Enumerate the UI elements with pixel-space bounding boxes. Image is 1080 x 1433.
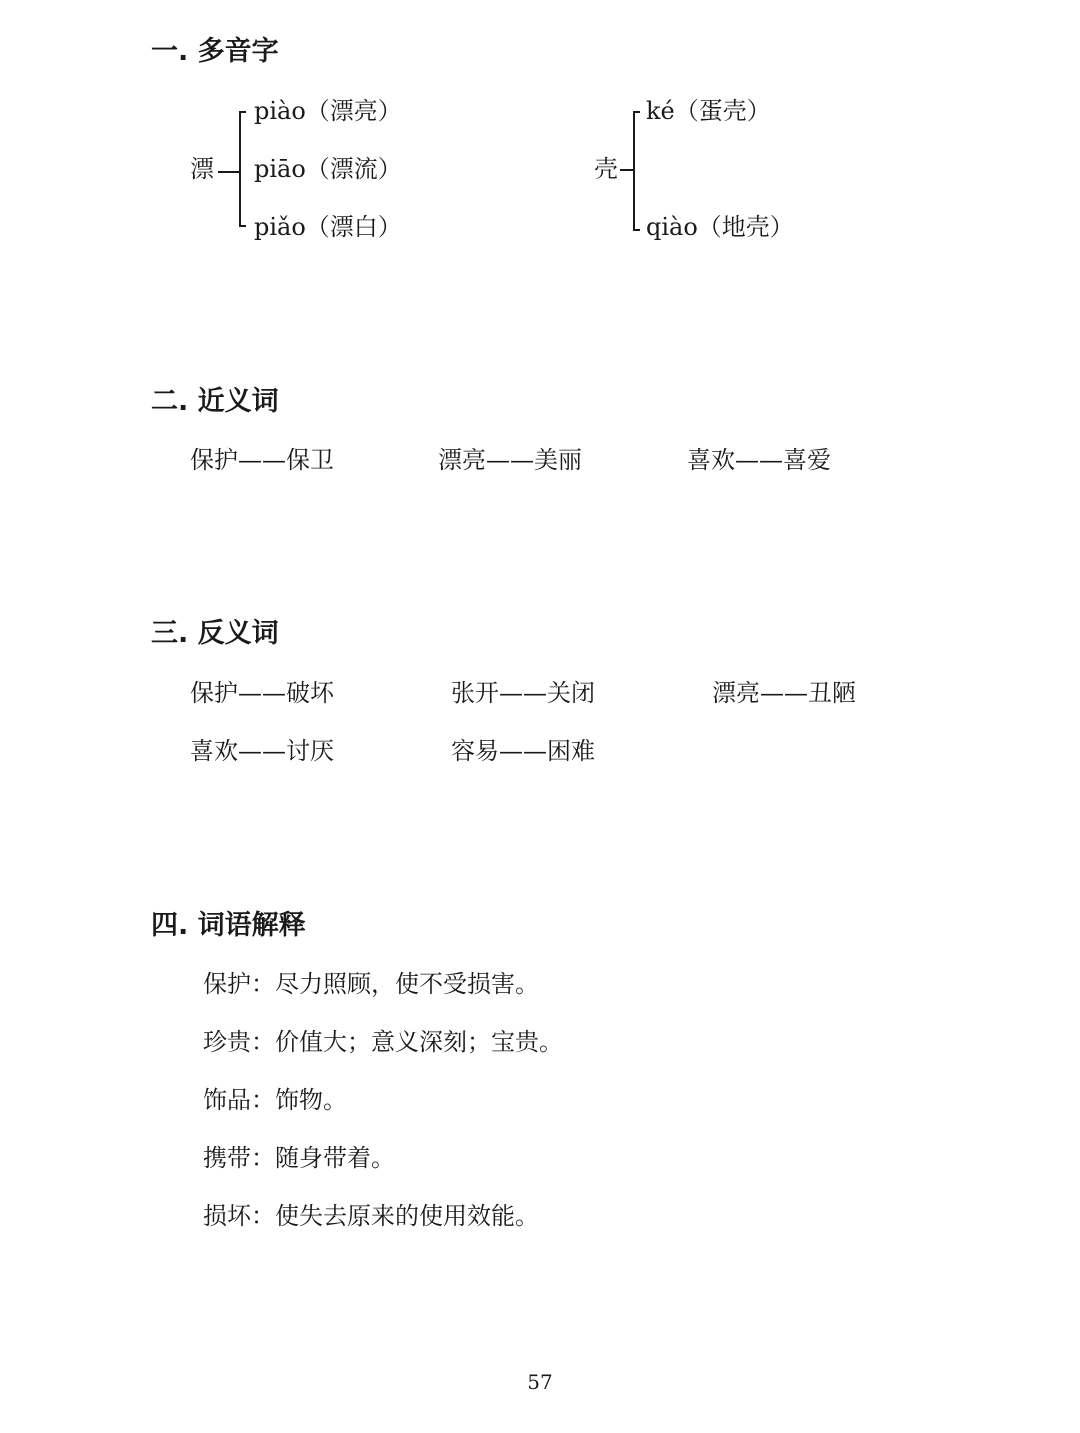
definition-item: 携带：随身带着。: [203, 1144, 395, 1172]
page-number: 57: [527, 1370, 553, 1394]
section-heading-definitions: 四. 词语解释: [151, 910, 306, 941]
antonym-pair: 保护——破坏: [190, 679, 334, 707]
reading-item: qiào（地壳）: [646, 213, 794, 241]
antonym-row: [0, 736, 1080, 766]
polyphone-char: 漂: [190, 155, 214, 183]
definition-item: 珍贵：价值大；意义深刻；宝贵。: [203, 1028, 563, 1056]
synonym-pair: 保护——保卫: [190, 446, 334, 474]
antonym-pair: 容易——困难: [451, 737, 595, 765]
section-heading-antonyms: 三. 反义词: [151, 618, 279, 649]
section-heading-synonyms: 二. 近义词: [151, 386, 279, 417]
polyphone-char: 壳: [594, 155, 618, 183]
definition-item: 饰品：饰物。: [203, 1086, 347, 1114]
antonym-pair: 张开——关闭: [451, 679, 595, 707]
antonym-pair: 喜欢——讨厌: [190, 737, 334, 765]
definition-item: 损坏：使失去原来的使用效能。: [203, 1202, 539, 1230]
synonym-pair: 漂亮——美丽: [438, 446, 582, 474]
synonym-pair: 喜欢——喜爱: [687, 446, 831, 474]
reading-item: ké（蛋壳）: [646, 97, 771, 125]
definition-item: 保护：尽力照顾，使不受损害。: [203, 970, 539, 998]
reading-item: piào（漂亮）: [254, 97, 402, 125]
antonym-pair: 漂亮——丑陋: [712, 679, 856, 707]
section-heading-polyphonic: 一. 多音字: [151, 36, 279, 67]
reading-item: piǎo（漂白）: [254, 213, 402, 241]
reading-item: piāo（漂流）: [254, 155, 402, 183]
antonym-row: [0, 678, 1080, 708]
synonym-row: [0, 445, 1080, 475]
brace-icon: [0, 0, 1080, 300]
